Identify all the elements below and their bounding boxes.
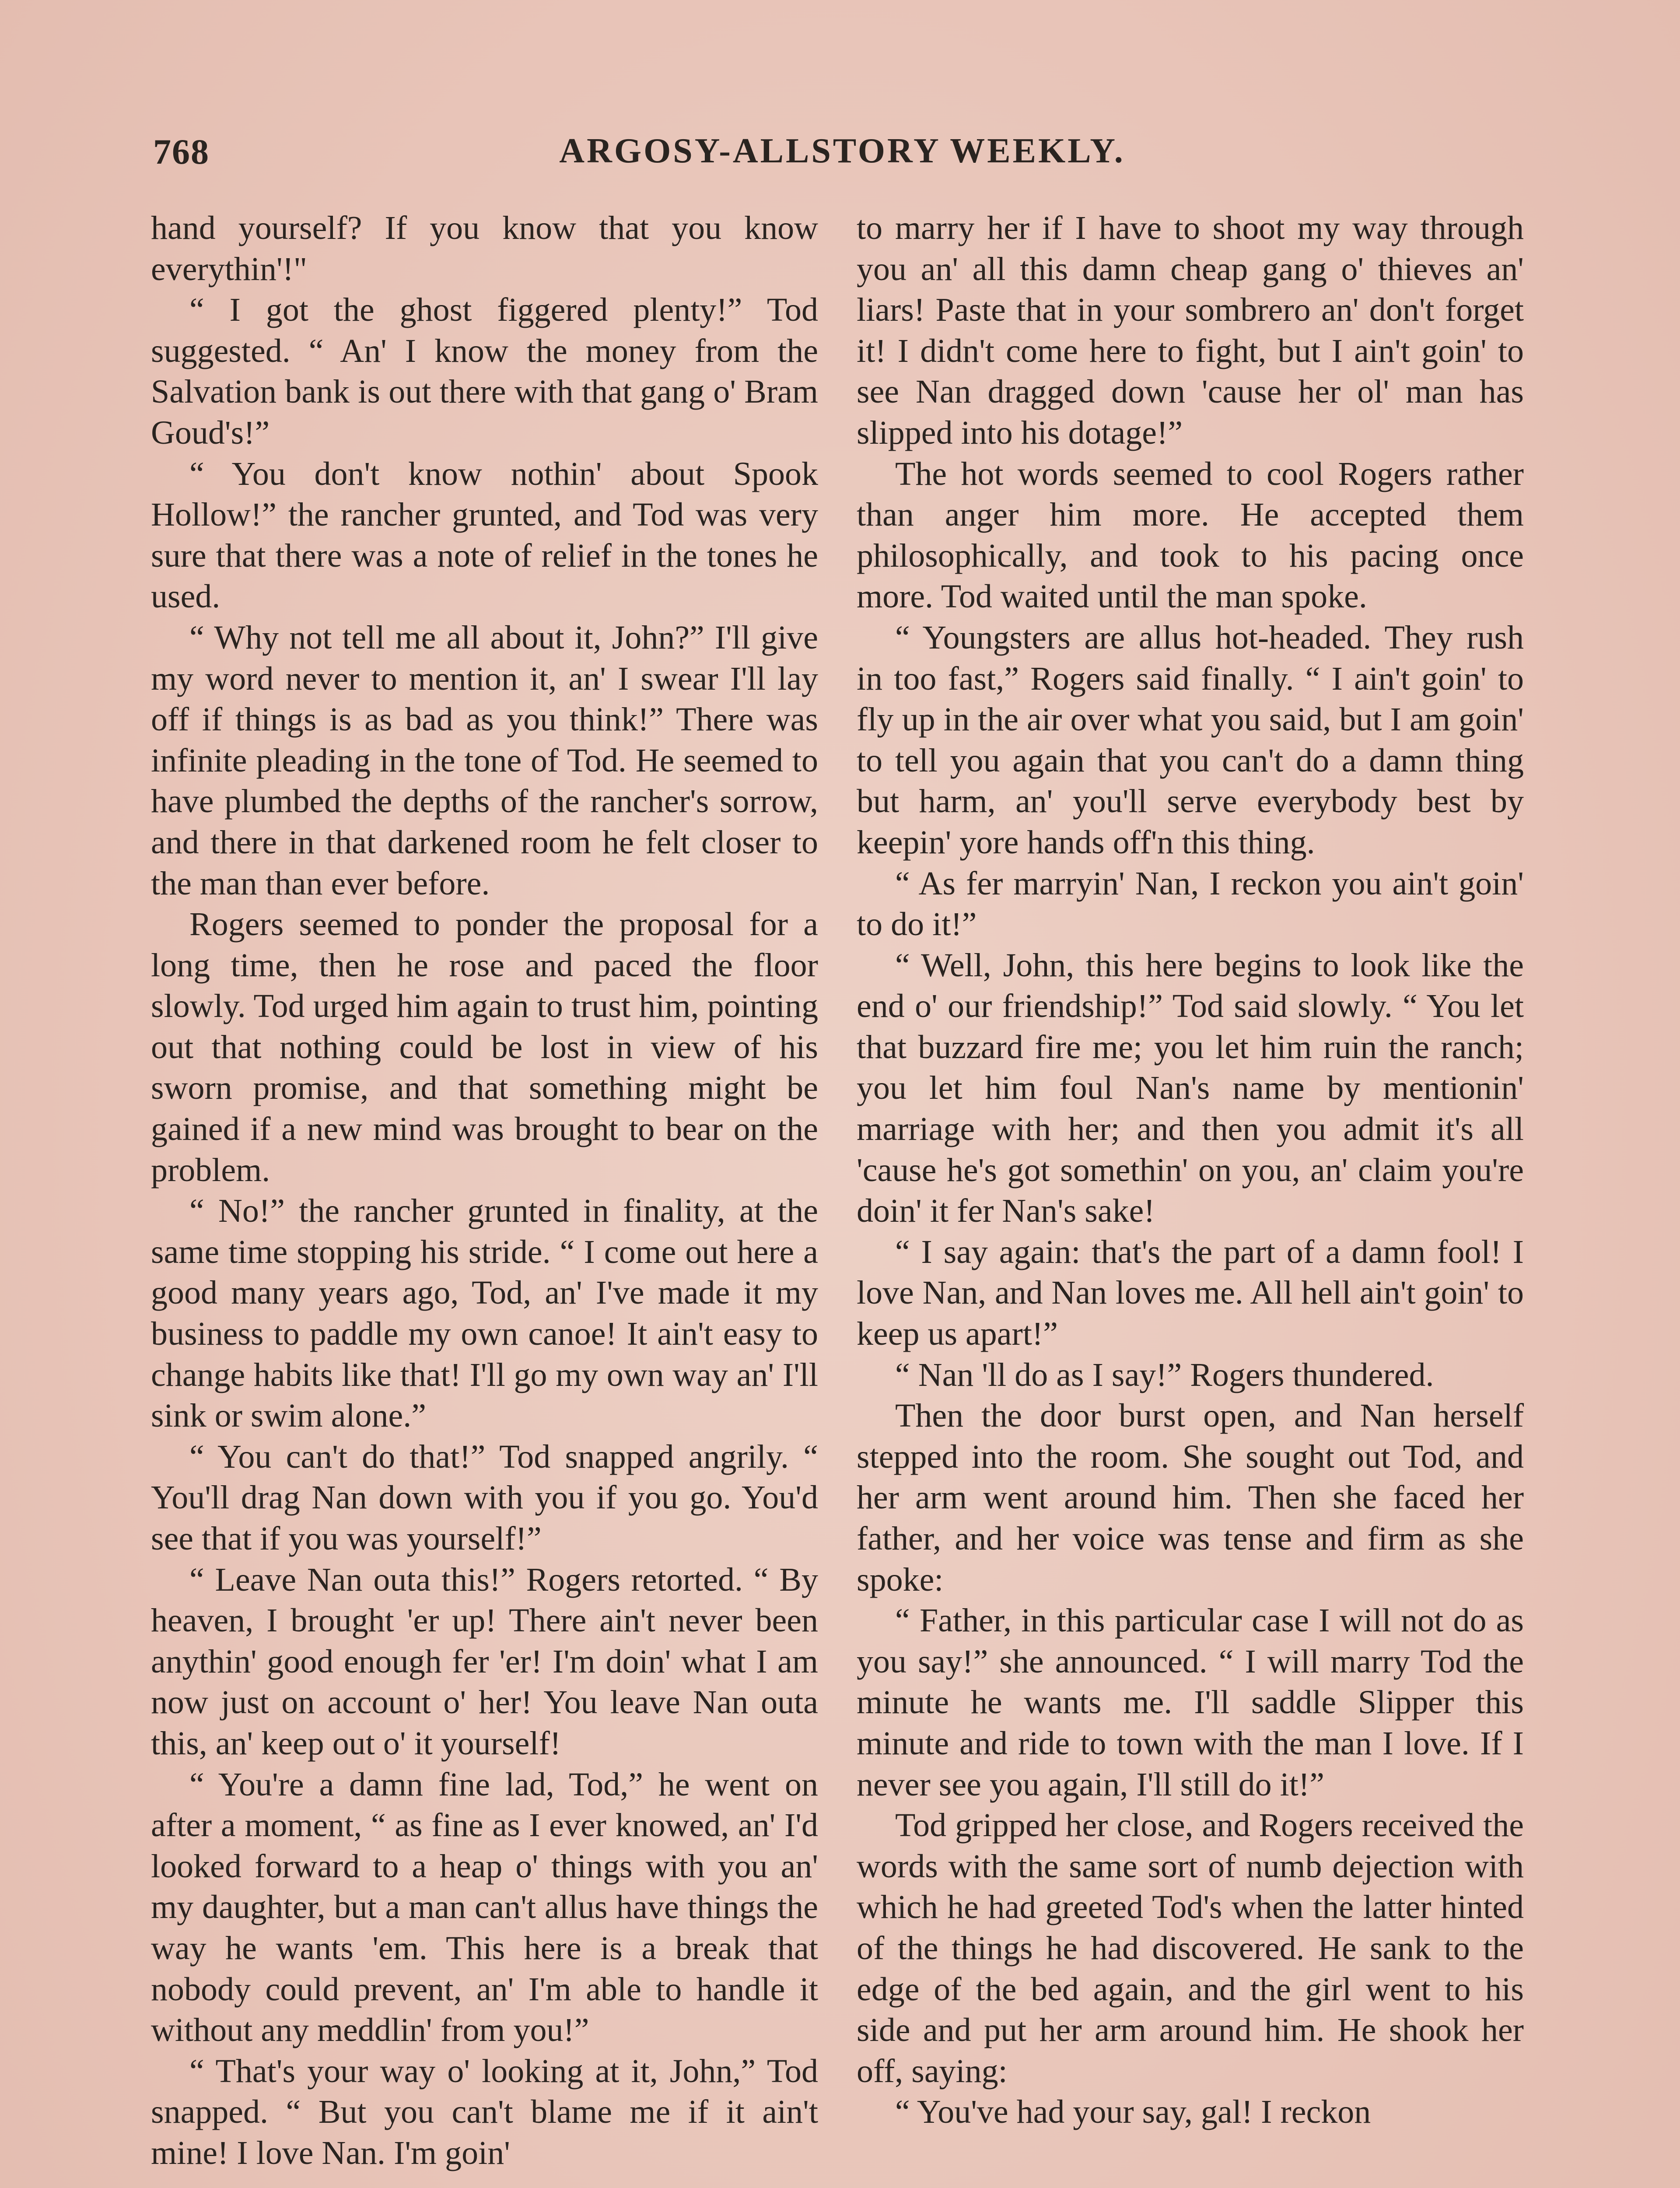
paragraph: “ Leave Nan outa this!” Rogers retorted. “ By heaven, I brought 'er up! There ain't never been anythin' good enough fer 'er! I'm doin' what I am now just on account o' her! You leave Nan outa this, an' keep out o' it yourself! xyxy=(151,1561,818,1762)
paragraph: “ That's your way o' looking at it, John,” Tod snapped. “ But you can't blame me if it ain't mine! I love Nan. I'm goin' xyxy=(151,2052,818,2171)
page-number: 768 xyxy=(153,132,210,172)
paragraph: “ You can't do that!” Tod snapped angrily. “ You'll drag Nan down with you if you go. You'd see that if you was yourself!” xyxy=(151,1438,818,1557)
paragraph: to marry her if I have to shoot my way through you an' all this damn cheap gang o' thieves an' liars! Paste that in your sombrero an' don't forget it! I didn't come here to fight, but I ain't goin' to see Nan dragged down 'cause her ol' man has slipped into his dotage!” xyxy=(857,210,1524,451)
page-header xyxy=(153,131,1531,179)
paragraph: “ Father, in this particular case I will not do as you say!” she announced. “ I will marry Tod the minute he wants me. I'll saddle Slipper this minute and ride to town with the man I love. If I never see you again, I'll still do it!” xyxy=(857,1602,1524,1803)
paragraph: Tod gripped her close, and Rogers received the words with the same sort of numb dejection with which he had greeted Tod's when the latter hinted of the things he had discovered. He sank to the edge of the bed again, and the girl went to his side and put her arm around him. He shook her off, saying: xyxy=(857,1807,1524,2090)
paragraph: “ Why not tell me all about it, John?” I'll give my word never to mention it, an' I swear I'll lay off if things is as bad as you think!” There was infinite pleading in the tone of Tod. He seemed to have plumbed the depths of the rancher's sorrow, and there in that darkened room he felt closer to the man than ever before. xyxy=(151,619,818,902)
paragraph: “ Nan 'll do as I say!” Rogers thundered. xyxy=(895,1356,1434,1393)
paragraph: “ Youngsters are allus hot-headed. They rush in too fast,” Rogers said finally. “ I ain't goin' to fly up in the air over what you said, but I am goin' to tell you again that you can't do a damn thing but harm, an' you'll serve everybody best by keepin' yore hands off'n this thing. xyxy=(857,619,1524,861)
right-column xyxy=(857,208,1524,2133)
paragraph: “ As fer marryin' Nan, I reckon you ain't goin' to do it!” xyxy=(857,865,1524,943)
left-column xyxy=(151,208,818,2174)
paragraph: The hot words seemed to cool Rogers rather than anger him more. He accepted them philosophically, and took to his pacing once more. Tod waited until the man spoke. xyxy=(857,455,1524,615)
running-title: ARGOSY-ALLSTORY WEEKLY. xyxy=(559,132,1125,170)
paragraph: “ I say again: that's the part of a damn fool! I love Nan, and Nan loves me. All hell ain't goin' to keep us apart!” xyxy=(857,1233,1524,1353)
paragraph: “ You've had your say, gal! I reckon xyxy=(895,2093,1371,2131)
paragraph: “ You're a damn fine lad, Tod,” he went on after a moment, “ as fine as I ever knowed, an' I'd looked forward to a heap o' things with you an' my daughter, but a man can't allus have things the way he wants 'em. This here is a break that nobody could prevent, an' I'm able to handle it without any meddlin' from you!” xyxy=(151,1766,818,2049)
paragraph: “ You don't know nothin' about Spook Hollow!” the rancher grunted, and Tod was very sure that there was a note of relief in the tones he used. xyxy=(151,455,818,615)
paragraph: hand yourself? If you know that you know everythin'!" xyxy=(151,210,818,288)
paragraph: Then the door burst open, and Nan herself stepped into the room. She sought out Tod, and her arm went around him. Then she faced her father, and her voice was tense and firm as she spoke: xyxy=(857,1397,1524,1598)
paragraph: “ No!” the rancher grunted in finality, at the same time stopping his stride. “ I come out here a good many years ago, Tod, an' I've made it my business to paddle my own canoe! It ain't easy to change habits like that! I'll go my own way an' I'll sink or swim alone.” xyxy=(151,1192,818,1434)
paragraph: Rogers seemed to ponder the proposal for a long time, then he rose and paced the floor slowly. Tod urged him again to trust him, pointing out that nothing could be lost in view of his sworn promise, and that something might be gained if a new mind was brought to bear on the problem. xyxy=(151,906,818,1189)
paragraph: “ Well, John, this here begins to look like the end o' our friendship!” Tod said slowly. “ You let that buzzard fire me; you let him ruin the ranch; you let him foul Nan's name by mentionin' marriage with her; and then you admit it's all 'cause he's got somethin' on you, an' claim you're doin' it fer Nan's sake! xyxy=(857,947,1524,1230)
paragraph: “ I got the ghost figgered plenty!” Tod suggested. “ An' I know the money from the Salvation bank is out there with that gang o' Bram Goud's!” xyxy=(151,291,818,451)
